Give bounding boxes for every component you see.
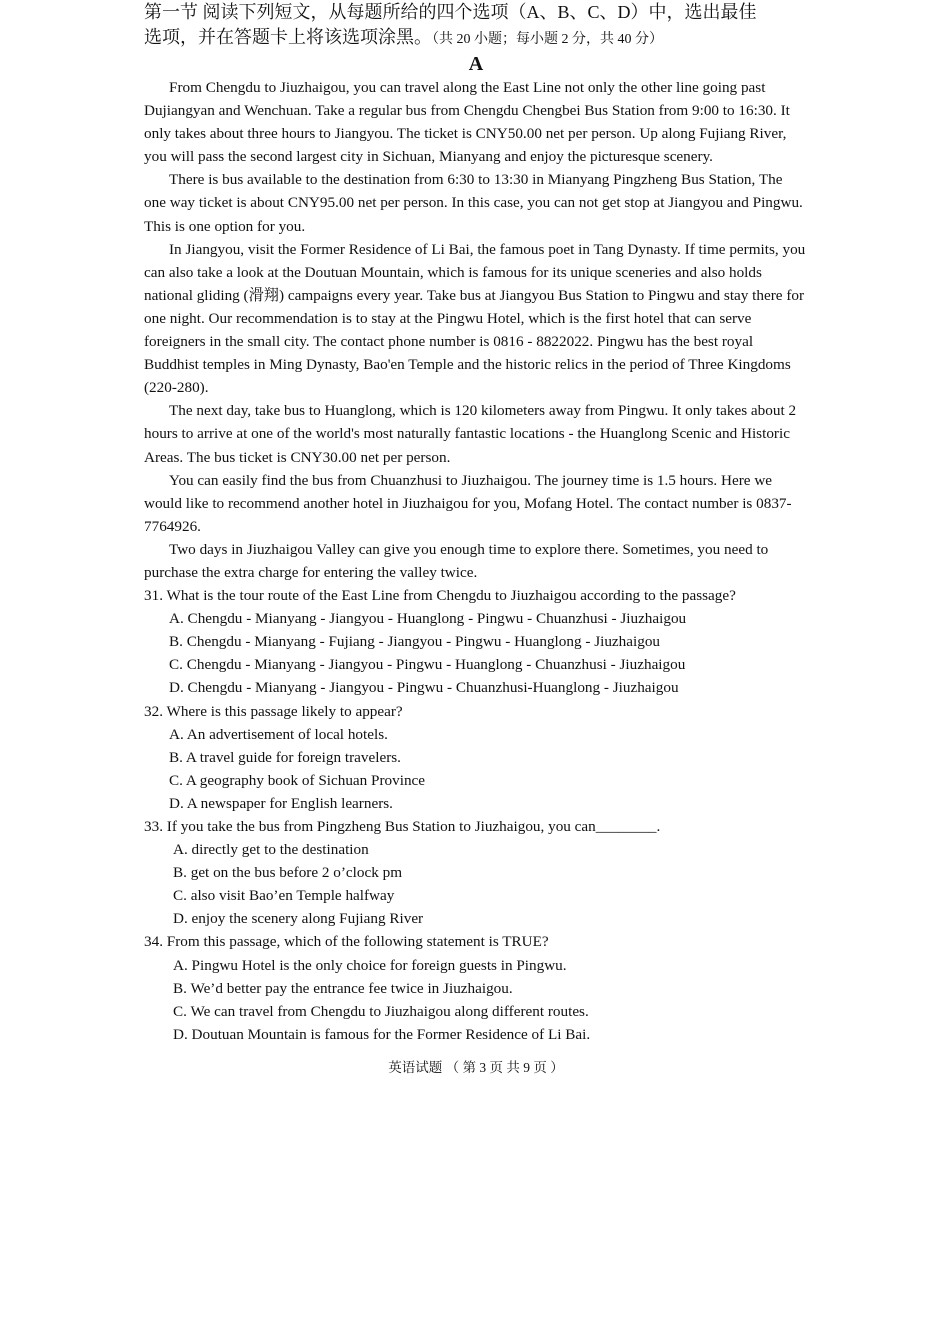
answer-option: D. Doutuan Mountain is famous for the Former Residence of Li Bai.	[173, 1025, 591, 1043]
question-stem: 32. Where is this passage likely to appear?	[144, 702, 403, 720]
answer-option: C. also visit Bao’en Temple halfway	[173, 887, 395, 905]
question-31	[144, 584, 808, 699]
passage-paragraph: In Jiangyou, visit the Former Residence of Li Bai, the famous poet in Tang Dynasty. If time permits, you can also take a look at the Doutuan Mountain, which is famous for its unique sceneries and also holds national gliding (滑翔) campaigns every year. Take bus at Jiangyou Bus Station to Pingwu and stay there for one night. Our recommendation is to stay at the Pingwu Hotel, which is the first hotel that can serve foreigners in the small city. The contact phone number is 0816 - 8822022. Pingwu has the best royal Buddhist temples in Ming Dynasty, Bao'en Temple and the historic relics in the period of Three Kingdoms (220-280).	[144, 240, 806, 397]
answer-option: B. We’d better pay the entrance fee twice in Jiuzhaigou.	[173, 979, 513, 997]
answer-option: A. An advertisement of local hotels.	[169, 725, 388, 743]
instruction-line-1: 第一节 阅读下列短文，从每题所给的四个选项（A、B、C、D）中，选出最佳	[144, 2, 757, 22]
instruction-line-2: 选项，并在答题卡上将该选项涂黑。	[144, 27, 432, 47]
passage-paragraph: The next day, take bus to Huanglong, which is 120 kilometers away from Pingwu. It only takes about 2 hours to arrive at one of the world's most naturally fantastic locations - the Huanglong Scenic and Historic Areas. The bus ticket is CNY30.00 net per person.	[144, 402, 797, 466]
passage-paragraph: Two days in Jiuzhaigou Valley can give you enough time to explore there. Sometimes, you need to purchase the extra charge for entering the valley twice.	[144, 540, 769, 581]
answer-option: C. Chengdu - Mianyang - Jiangyou - Pingwu - Huanglong - Chuanzhusi - Jiuzhaigou	[169, 656, 686, 674]
answer-option: A. directly get to the destination	[173, 841, 369, 859]
question-stem: 31. What is the tour route of the East Line from Chengdu to Jiuzhaigou according to the passage?	[144, 587, 736, 605]
answer-option: B. Chengdu - Mianyang - Fujiang - Jiangyou - Pingwu - Huanglong - Jiuzhaigou	[169, 633, 661, 651]
question-32	[144, 700, 808, 815]
passage-paragraph: You can easily find the bus from Chuanzhusi to Jiuzhaigou. The journey time is 1.5 hours. Here we would like to recommend another hotel in Jiuzhaigou for you, Mofang Hotel. The contact number is 0837-7764926.	[144, 471, 792, 535]
section-instruction	[144, 0, 808, 52]
question-stem: 34. From this passage, which of the following statement is TRUE?	[144, 933, 549, 951]
page-footer: 英语试题 （ 第 3 页 共 9 页 ）	[388, 1060, 564, 1075]
answer-option: B. A travel guide for foreign travelers.	[169, 748, 401, 766]
passage-section-letter: A	[468, 53, 484, 75]
question-33	[144, 815, 808, 930]
exam-page	[144, 0, 808, 1046]
answer-option: A. Pingwu Hotel is the only choice for foreign guests in Pingwu.	[173, 956, 567, 974]
answer-option: C. A geography book of Sichuan Province	[169, 771, 426, 789]
reading-passage	[144, 76, 808, 584]
passage-paragraph: From Chengdu to Jiuzhaigou, you can travel along the East Line not only the other line going past Dujiangyan and Wenchuan. Take a regular bus from Chengdu Chengbei Bus Station from 9:00 to 16:30. It only takes about three hours to Jiangyou. The ticket is CNY50.00 net per person. Up along Fujiang River, you will pass the second largest city in Sichuan, Mianyang and enjoy the picturesque scenery.	[144, 79, 790, 166]
answer-option: A. Chengdu - Mianyang - Jiangyou - Huanglong - Pingwu - Chuanzhusi - Jiuzhaigou	[169, 610, 687, 628]
answer-option: D. Chengdu - Mianyang - Jiangyou - Pingwu - Chuanzhusi-Huanglong - Jiuzhaigou	[169, 679, 679, 697]
score-note: （共 20 小题；每小题 2 分，共 40 分）	[432, 32, 663, 47]
answer-option: D. A newspaper for English learners.	[169, 794, 393, 812]
answer-option: D. enjoy the scenery along Fujiang River	[173, 910, 424, 928]
passage-paragraph: There is bus available to the destination from 6:30 to 13:30 in Mianyang Pingzheng Bus Station, The one way ticket is about CNY95.00 net per person. In this case, you can not get stop at Jiangyou and Pingwu. This is one option for you.	[144, 171, 803, 235]
answer-option: C. We can travel from Chengdu to Jiuzhaigou along different routes.	[173, 1002, 589, 1020]
question-34	[144, 930, 808, 1045]
question-stem: 33. If you take the bus from Pingzheng Bus Station to Jiuzhaigou, you can________.	[144, 818, 661, 835]
answer-option: B. get on the bus before 2 o’clock pm	[173, 864, 403, 882]
